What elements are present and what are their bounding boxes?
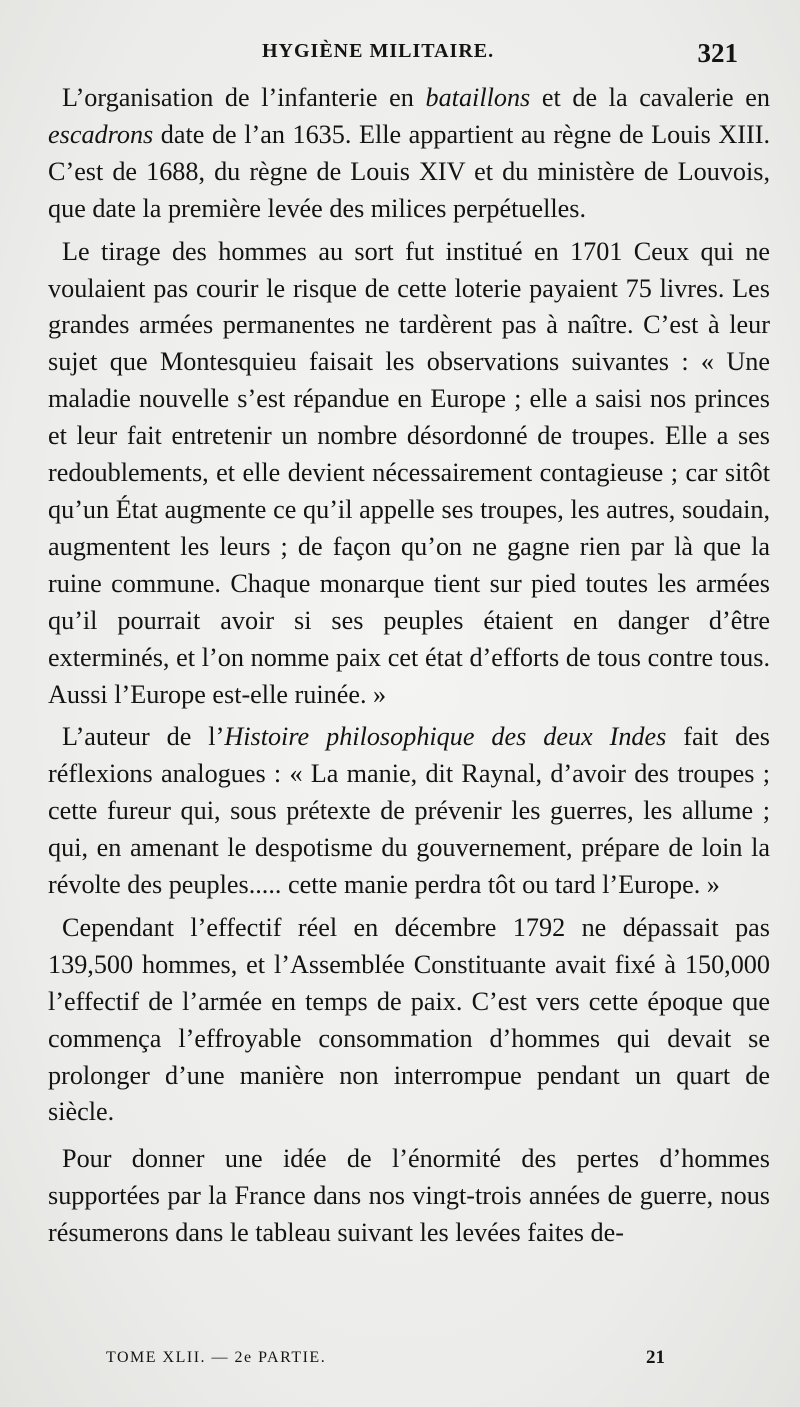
page-number: 321 xyxy=(697,38,738,68)
body-text xyxy=(48,80,770,1252)
tome-label: TOME XLII. — 2e PARTIE. xyxy=(106,1349,327,1366)
paragraph xyxy=(48,80,770,228)
italic-text: Histoire philosophique des deux Indes xyxy=(224,722,667,752)
page-footer xyxy=(0,1347,800,1377)
text-run: Le tirage des hommes au sort fut institué en 1701 Ceux qui ne voulaient pas courir le risque de cette loterie payaient 75 livres. Les grandes armées permanentes ne tardèrent pas à naître. C’est à leur sujet que Montesquieu faisait les observations suivantes : « Une maladie nouvelle s’est répandue en Europe ; elle a saisi nos princes et leur fait entretenir un nombre désordonné de troupes. Elle a ses redoublements, et elle devient nécessairement contagieuse ; car sitôt qu’un État augmente ce qu’il appelle ses troupes, les autres, soudain, augmentent les leurs ; de façon qu’on ne gagne rien par là que la ruine commune. Chaque monarque tient sur pied toutes les armées qu’il pourrait avoir si ses peuples étaient en danger d’être exterminés, et l’on nomme paix cet état d’efforts de tous contre tous. Aussi l’Europe est-elle ruinée. » xyxy=(48,236,770,709)
text-run: et de la cavalerie en xyxy=(530,83,770,112)
paragraph xyxy=(48,234,770,714)
signature-mark: 21 xyxy=(646,1347,665,1368)
paragraph xyxy=(48,1141,770,1252)
paragraph xyxy=(48,910,770,1131)
page-header xyxy=(0,36,800,76)
paragraph xyxy=(48,719,770,904)
running-title: HYGIÈNE MILITAIRE. xyxy=(262,40,495,62)
text-run: Cependant l’effectif réel en décembre 1792 ne dépassait pas 139,500 hommes, et l’Assemblée Constituante avait fixé à 150,000 l’effectif de l’armée en temps de paix. C’est vers cette époque que commença l’effroyable consommation d’hommes qui devait se prolonger d’une manière non interrompue pendant un quart de siècle. xyxy=(48,912,770,1127)
text-run: L’auteur de l’ xyxy=(62,722,225,752)
text-run: Pour donner une idée de l’énormité des pertes d’hommes supportées par la France dans nos vingt-trois années de guerre, nous résumerons dans le tableau suivant les levées faites de- xyxy=(48,1144,770,1248)
italic-text: escadrons xyxy=(48,119,154,149)
text-run: fait des réflexions analogues : « La manie, dit Raynal, d’avoir des troupes ; cette fureur qui, sous prétexte de prévenir les guerres, les allume ; qui, en amenant le despotisme du gouvernement, prépare de loin la révolte des peuples..... cette manie perdra tôt ou tard l’Europe. » xyxy=(48,722,770,900)
italic-text: bataillons xyxy=(425,83,531,112)
text-run: L’organisation de l’infanterie en xyxy=(62,83,426,112)
text-run: date de l’an 1635. Elle appartient au règne de Louis XIII. C’est de 1688, du règne de Louis XIV et du ministère de Louvois, que date la première levée des milices perpétuelles. xyxy=(48,119,770,223)
